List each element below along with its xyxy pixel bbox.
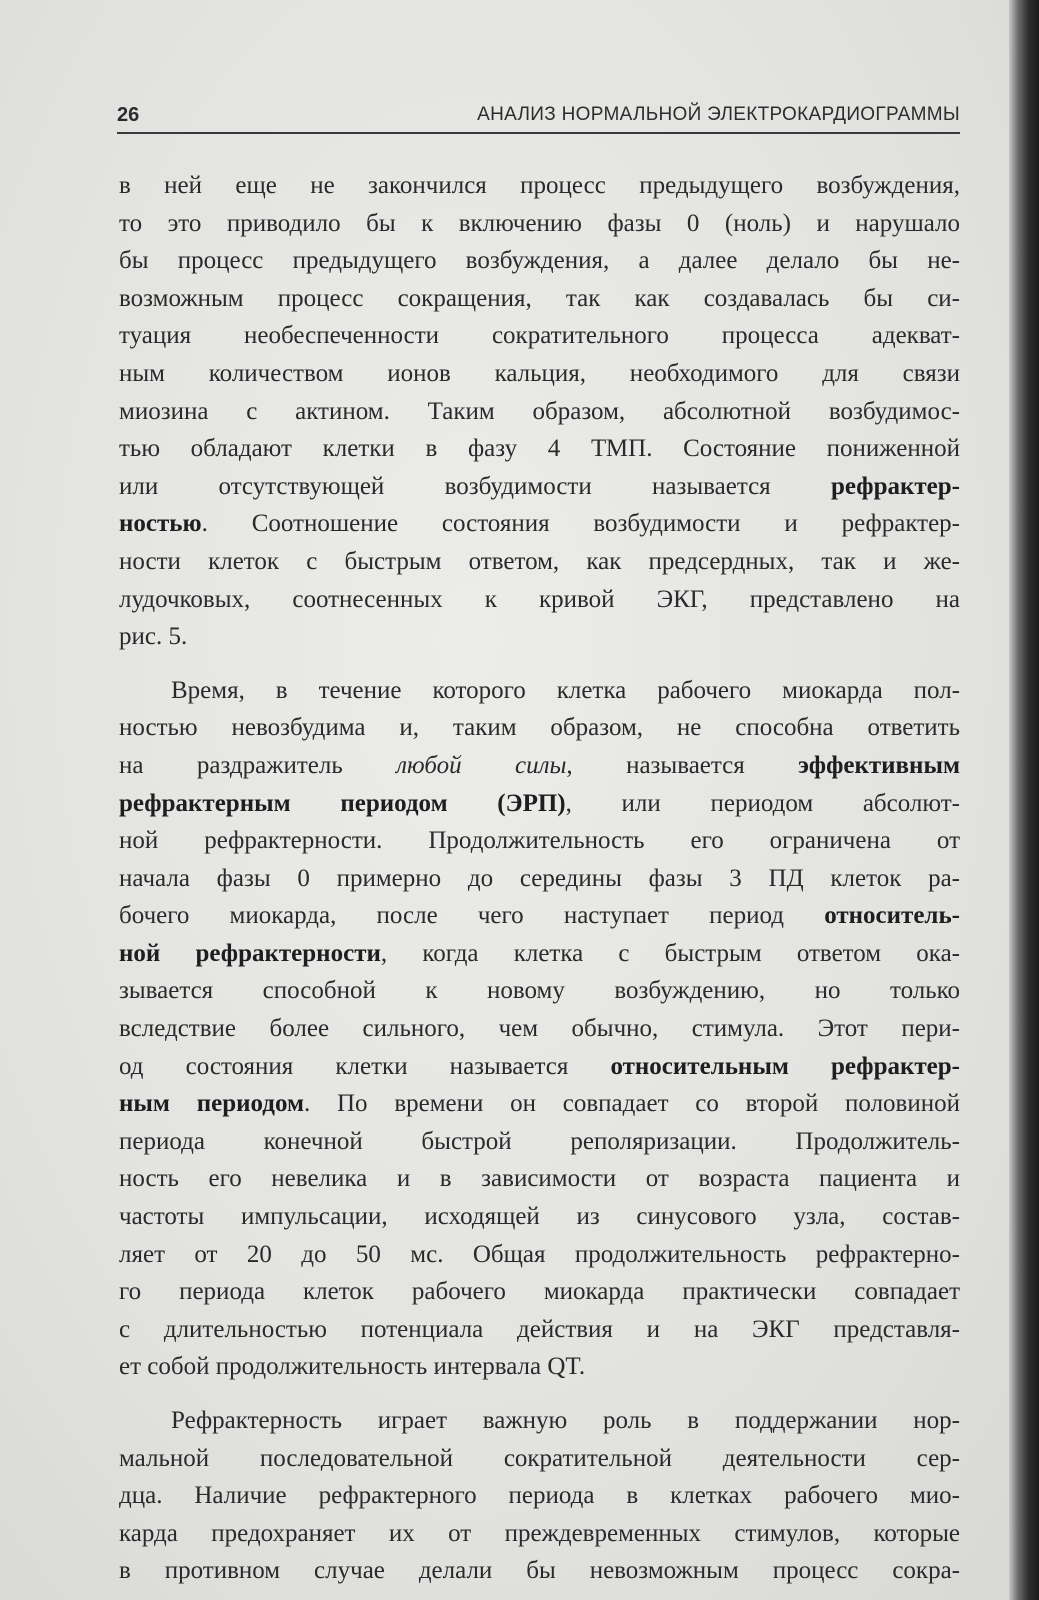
text-line <box>119 1010 960 1048</box>
bold-term: относитель- <box>824 902 960 930</box>
text-run: в ней еще не закончился процесс предыдущего возбуждения, <box>119 172 960 199</box>
text-line <box>119 1198 960 1236</box>
text-run: , называется <box>566 751 799 779</box>
text-run: ность его невелика и в зависимости от возраста пациента и <box>119 1165 960 1193</box>
text-run: или отсутствующей возбудимости называется <box>119 472 831 500</box>
bold-term: ностью <box>119 510 202 538</box>
text-line <box>119 1085 960 1123</box>
text-run: ности клеток с быстрым ответом, как предсердных, так и же- <box>119 547 960 575</box>
running-header <box>117 100 960 134</box>
text-line <box>119 822 960 860</box>
text-run: , когда клетка с быстрым ответом ока- <box>380 939 960 967</box>
text-line <box>119 709 960 747</box>
text-run: го периода клеток рабочего миокарда практически совпадает <box>119 1278 960 1306</box>
text-run: частоты импульсации, исходящей из синусового узла, состав- <box>119 1203 960 1231</box>
text-line <box>119 1477 960 1515</box>
text-line <box>119 618 960 656</box>
text-run: на раздражитель <box>119 751 397 779</box>
text-line <box>119 355 960 393</box>
text-run: с длительностью потенциала действия и на ЭКГ представля- <box>119 1315 960 1343</box>
text-line <box>119 860 960 898</box>
text-line <box>119 935 960 973</box>
text-line <box>119 897 960 935</box>
text-run: тью обладают клетки в фазу 4 ТМП. Состояние пониженной <box>119 435 960 463</box>
text-line <box>119 317 960 355</box>
bold-term: ной рефрактерности <box>119 939 381 967</box>
text-line <box>119 1273 960 1311</box>
text-run: ностью невозбудима и, таким образом, не способна ответить <box>119 714 960 742</box>
text-line <box>119 1552 960 1590</box>
text-run: ным количеством ионов кальция, необходимого для связи <box>119 359 960 387</box>
text-run: рис. 5. <box>119 623 188 651</box>
bold-term: относительным рефрактер- <box>610 1052 960 1080</box>
text-line <box>119 1123 960 1161</box>
text-run: начала фазы 0 примерно до середины фазы 3 ПД клеток ра- <box>119 864 960 892</box>
paragraph-gap <box>119 656 960 672</box>
bold-term: эффективным <box>798 751 960 779</box>
text-line <box>119 167 960 205</box>
text-line <box>119 581 960 619</box>
text-line <box>119 1515 960 1553</box>
text-line <box>119 430 960 468</box>
text-run: туация необеспеченности сократительного процесса адекват- <box>119 322 960 350</box>
text-line <box>119 1440 960 1478</box>
text-line <box>119 280 960 318</box>
bold-term: рефрактерным периодом (ЭРП) <box>119 789 566 817</box>
text-line <box>119 242 960 280</box>
text-line <box>119 1048 960 1086</box>
paragraph-gap <box>119 1386 960 1402</box>
text-run: периода конечной быстрой реполяризации. Продолжитель- <box>119 1127 960 1155</box>
text-run: зывается способной к новому возбуждению, но только <box>119 977 960 1005</box>
text-run: вследствие более сильного, чем обычно, стимула. Этот пери- <box>119 1015 960 1043</box>
text-run: . Соотношение состояния возбудимости и рефрактер- <box>201 510 960 538</box>
text-line <box>119 505 960 543</box>
text-line <box>119 205 960 243</box>
text-line <box>119 468 960 506</box>
italic-phrase: любой силы <box>396 751 567 779</box>
text-line <box>119 1160 960 1198</box>
text-line <box>119 543 960 581</box>
text-run: , или периодом абсолют- <box>565 789 960 817</box>
text-run: бочего миокарда, после чего наступает период <box>119 902 825 930</box>
text-run: лудочковых, соотнесенных к кривой ЭКГ, представлено на <box>119 585 960 613</box>
book-spine-shadow <box>1009 0 1039 1600</box>
text-line <box>119 1348 960 1386</box>
text-line <box>119 1236 960 1274</box>
text-run: миозина с актином. Таким образом, абсолютной возбудимос- <box>119 397 960 425</box>
bold-term: ным периодом <box>119 1090 304 1118</box>
text-run: в противном случае делали бы невозможным процесс сокра- <box>119 1557 960 1585</box>
text-run: карда предохраняет их от преждевременных стимулов, которые <box>119 1519 960 1547</box>
text-run: дца. Наличие рефрактерного периода в клетках рабочего мио- <box>119 1482 960 1510</box>
text-run: од состояния клетки называется <box>119 1052 611 1080</box>
text-run: ляет от 20 до 50 мс. Общая продолжительность рефрактерно- <box>119 1240 960 1268</box>
text-run: ной рефрактерности. Продолжительность его ограничена от <box>119 827 960 855</box>
text-line <box>119 785 960 823</box>
text-run: ет собой продолжительность интервала QT. <box>119 1353 586 1381</box>
text-line <box>119 1402 960 1440</box>
running-title: АНАЛИЗ НОРМАЛЬНОЙ ЭЛЕКТРОКАРДИОГРАММЫ <box>477 104 960 125</box>
text-run: . По времени он совпадает со второй половиной <box>304 1090 960 1118</box>
text-line <box>119 747 960 785</box>
text-line <box>119 1311 960 1349</box>
page-number: 26 <box>117 104 140 126</box>
text-run: возможным процесс сокращения, так как создавалась бы си- <box>119 284 960 312</box>
text-run: бы процесс предыдущего возбуждения, а далее делало бы не- <box>119 247 960 275</box>
text-line <box>119 393 960 431</box>
body-text <box>119 167 960 1590</box>
text-run: то это приводило бы к включению фазы 0 (ноль) и нарушало <box>119 209 960 237</box>
text-run: Время, в течение которого клетка рабочего миокарда пол- <box>171 676 960 704</box>
text-run: мальной последовательной сократительной деятельности сер- <box>119 1444 960 1472</box>
text-run: Рефрактерность играет важную роль в поддержании нор- <box>171 1407 960 1434</box>
text-line <box>119 672 960 710</box>
text-line <box>119 972 960 1010</box>
bold-term: рефрактер- <box>830 472 960 500</box>
